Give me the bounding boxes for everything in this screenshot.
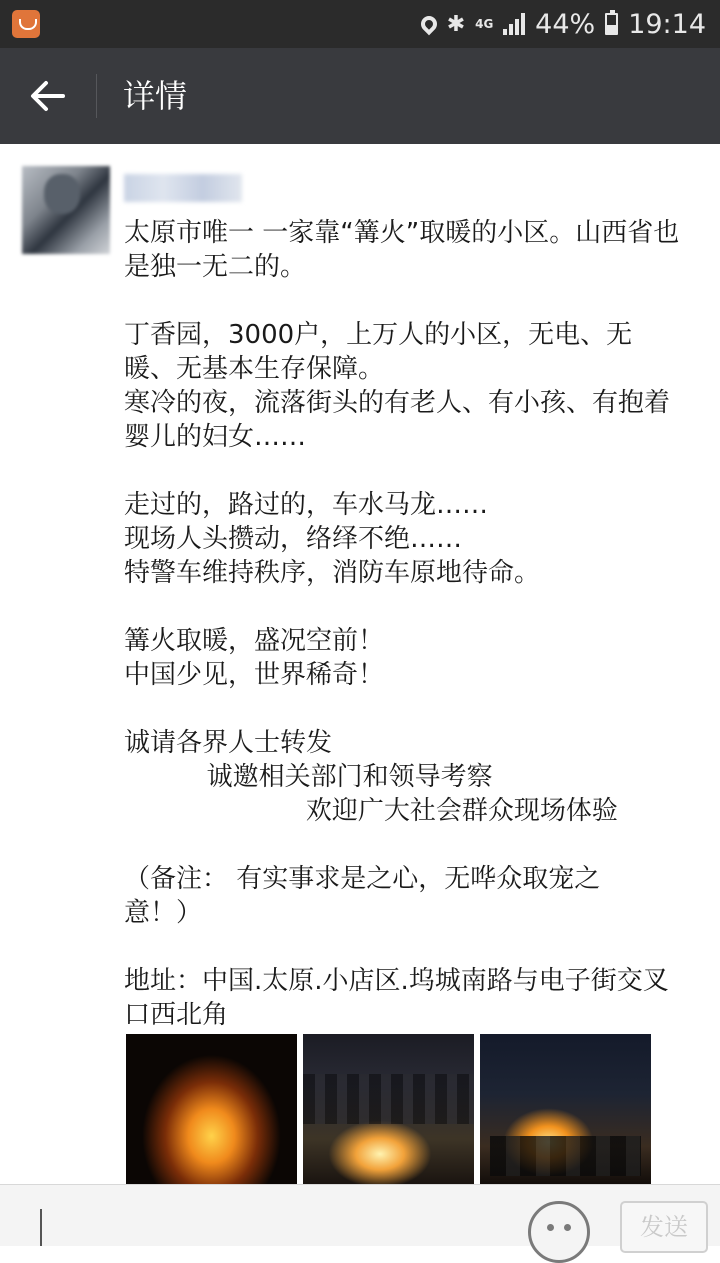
- post-line: （备注： 有实事求是之心，无哗众取宠之: [124, 864, 601, 894]
- post-line: 口西北角: [124, 1000, 229, 1030]
- post-line: 中国少见，世界稀奇！: [124, 660, 385, 690]
- bonfire-photo-2[interactable]: [303, 1034, 474, 1184]
- post-line: [124, 284, 700, 318]
- post-line: 意！）: [124, 898, 203, 928]
- battery-percent: 44%: [535, 8, 596, 40]
- battery-icon: [605, 13, 618, 35]
- clock: 19:14: [628, 8, 706, 40]
- post-line: [124, 930, 700, 964]
- post-line: 现场人头攒动，络绎不绝……: [124, 524, 463, 554]
- 4g-icon: 4G: [475, 17, 494, 31]
- post-line: 诚请各界人士转发: [124, 728, 333, 758]
- post-line: 丁香园，3000户，上万人的小区，无电、无: [124, 320, 633, 350]
- nickname[interactable]: [124, 174, 242, 202]
- post-line: 欢迎广大社会群众现场体验: [124, 796, 618, 826]
- post-line: 寒冷的夜，流落街头的有老人、有小孩、有抱着: [124, 388, 671, 418]
- post-line: [124, 692, 700, 726]
- photo-grid: [126, 1034, 652, 1184]
- post-line: 特警车维持秩序，消防车原地待命。: [124, 558, 541, 588]
- post-line: [124, 454, 700, 488]
- page-title: 详情: [123, 77, 188, 115]
- title-bar: [0, 48, 720, 144]
- status-icons: [421, 0, 706, 48]
- post-line: 是独一无二的。: [124, 252, 307, 282]
- comment-input-bar: [0, 1184, 720, 1246]
- signal-icon: [503, 13, 525, 35]
- avatar[interactable]: [22, 166, 110, 254]
- location-icon: [417, 13, 440, 36]
- post-detail: [0, 144, 720, 1184]
- status-bar: [0, 0, 720, 48]
- post-line: [124, 828, 700, 862]
- comment-input[interactable]: [40, 1209, 42, 1246]
- post-line: 诚邀相关部门和领导考察: [124, 762, 493, 792]
- send-button[interactable]: 发送: [620, 1201, 708, 1253]
- bonfire-photo-3[interactable]: [480, 1034, 651, 1184]
- arrow-left-icon: [30, 80, 66, 112]
- app-icon: [12, 10, 40, 38]
- post-line: 篝火取暖，盛况空前！: [124, 626, 385, 656]
- back-button[interactable]: [22, 72, 74, 120]
- bluetooth-icon: ✱: [446, 11, 466, 37]
- post-text: [124, 216, 700, 1032]
- emoji-icon[interactable]: [528, 1201, 590, 1263]
- post-line: 暖、无基本生存保障。: [124, 354, 385, 384]
- post-line: 地址：中国.太原.小店区.坞城南路与电子街交叉: [124, 966, 669, 996]
- post-line: [124, 590, 700, 624]
- post-line: 太原市唯一 一家靠“篝火”取暖的小区。山西省也: [124, 218, 680, 248]
- post-line: 走过的，路过的，车水马龙……: [124, 490, 489, 520]
- post-line: 婴儿的妇女……: [124, 422, 307, 452]
- bonfire-photo-1[interactable]: [126, 1034, 297, 1184]
- title-divider: [96, 74, 97, 118]
